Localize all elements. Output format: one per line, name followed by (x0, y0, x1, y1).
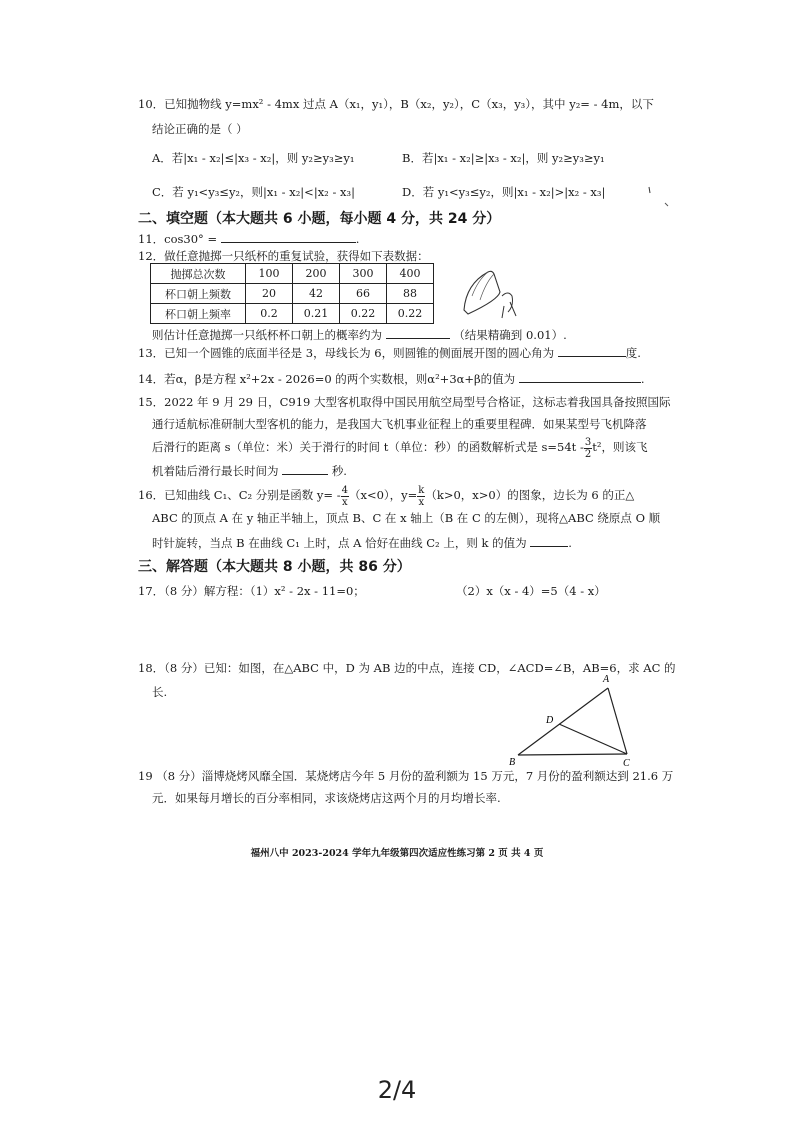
q13-text: 13．已知一个圆锥的底面半径是 3，母线长为 6，则圆锥的侧面展开图的圆心角为 度. (138, 346, 641, 360)
q16-answer-blank (530, 534, 568, 547)
page-footer: 福州八中 2023-2024 学年九年级第四次适应性练习第 2 页 共 4 页 (250, 848, 544, 859)
q11-answer-blank (221, 230, 356, 243)
table-row (151, 264, 434, 284)
section-2-title: 二、填空题（本大题共 6 小题，每小题 4 分，共 24 分） (138, 211, 501, 227)
q14-text: 14．若α，β是方程 x²+2x - 2026=0 的两个实数根，则α²+3α+β的值为 . (138, 372, 645, 386)
frequency-table (150, 263, 434, 324)
q14-answer-blank (519, 370, 641, 383)
table-row (151, 304, 434, 324)
q11-label: 11．cos30° = (138, 232, 218, 246)
table-cell: 42 (293, 284, 340, 304)
table-row-label: 抛掷总次数 (151, 264, 246, 284)
q12-answer-blank (386, 326, 450, 339)
q17-part2: （2）x（x - 4）=5（4 - x） (456, 584, 606, 598)
table-cell: 0.22 (387, 304, 434, 324)
table-row-label: 杯口朝上频数 (151, 284, 246, 304)
vertex-label-d: D (546, 715, 554, 726)
triangle-diagram (505, 668, 655, 768)
q16-line3: 时针旋转，当点 B 在曲线 C₁ 上时，点 A 恰好在曲线 C₂ 上，则 k 的值为 . (152, 536, 572, 550)
q15-line3: 后滑行的距离 s（单位：米）关于滑行的时间 t（单位：秒）的函数解析式是 s=54t - $\frac{3}{2}$ t²，则该飞 (152, 436, 648, 460)
q12-prompt: 则估计任意抛掷一只纸杯杯口朝上的概率约为 (152, 328, 382, 342)
paper-cup-icon (458, 266, 528, 326)
q10-option-a: A．若|x₁ - x₂|≤|x₃ - x₂|，则 y₂≥y₃≥y₁ (152, 151, 355, 165)
table-cell: 0.22 (340, 304, 387, 324)
q19-line1: 19 （8 分）淄博烧烤风靡全国．某烧烤店今年 5 月份的盈利额为 15 万元，7 月份的盈利额达到 21.6 万 (138, 769, 674, 783)
table-cell: 0.21 (293, 304, 340, 324)
q15-line4: 机着陆后滑行最长时间为 秒. (152, 464, 347, 478)
q10-option-d: D．若 y₁<y₃≤y₂，则|x₁ - x₂|>|x₂ - x₃| (402, 185, 606, 199)
table-cell: 88 (387, 284, 434, 304)
q11-text: 11．cos30° = . (138, 232, 360, 246)
table-cell: 400 (387, 264, 434, 284)
table-row (151, 284, 434, 304)
q19-line2: 元．如果每月增长的百分率相同，求该烧烤店这两个月的月均增长率. (152, 791, 501, 805)
q12-after (152, 326, 567, 343)
q10-option-c: C．若 y₁<y₃≤y₂，则|x₁ - x₂|<|x₂ - x₃| (152, 185, 355, 199)
page-indicator: 2/4 (377, 1076, 417, 1104)
table-cell: 100 (246, 264, 293, 284)
q16-line2: ABC 的顶点 A 在 y 轴正半轴上，顶点 B、C 在 x 轴上（B 在 C 的左侧），现将△ABC 绕原点 O 顺 (152, 511, 661, 525)
q16-line1: 16．已知曲线 C₁、C₂ 分别是函数 y= - $\frac{4}{x}$ （x<0），y= $\frac{k}{x}$ （k>0，x>0）的图象，边长为 6 的正△ (138, 484, 635, 508)
vertex-label-c: C (623, 758, 630, 769)
pen-mark-icon (645, 185, 675, 215)
section-3-title: 三、解答题（本大题共 8 小题，共 86 分） (138, 559, 411, 575)
table-cell: 20 (246, 284, 293, 304)
q18-line1: 18．（8 分）已知：如图，在△ABC 中，D 为 AB 边的中点，连接 CD，∠ACD=∠B，AB=6，求 AC 的 (138, 661, 676, 675)
q14-label: 14．若α，β是方程 x²+2x - 2026=0 的两个实数根，则α²+3α+β的值为 (138, 372, 516, 386)
table-cell: 300 (340, 264, 387, 284)
q13-label: 13．已知一个圆锥的底面半径是 3，母线长为 6，则圆锥的侧面展开图的圆心角为 (138, 346, 555, 360)
q17-part1: 17．（8 分）解方程：（1）x² - 2x - 11=0； (138, 584, 365, 598)
q10-option-b: B．若|x₁ - x₂|≥|x₃ - x₂|，则 y₂≥y₃≥y₁ (402, 151, 605, 165)
q15-line1: 15．2022 年 9 月 29 日，C919 大型客机取得中国民用航空局型号合格证，这标志着我国具备按照国际 (138, 395, 671, 409)
q10-stem-line2: 结论正确的是（ ） (152, 122, 248, 136)
q18-line2: 长. (152, 685, 168, 699)
q15-formula: s=54t - $\frac{3}{2}$ t² (541, 436, 602, 460)
table-cell: 66 (340, 284, 387, 304)
q10-stem-line1: 10．已知抛物线 y=mx² - 4mx 过点 A（x₁，y₁），B（x₂，y₂），C（x₃，y₃），其中 y₂= - 4m，以下 (138, 97, 654, 111)
q12-text: 12．做任意抛掷一只纸杯的重复试验，获得如下表数据： (138, 249, 429, 263)
table-cell: 200 (293, 264, 340, 284)
table-cell: 0.2 (246, 304, 293, 324)
q12-precision-note: （结果精确到 0.01）. (453, 328, 567, 342)
q15-line2: 通行适航标准研制大型客机的能力，是我国大飞机事业征程上的重要里程碑．如果某型号飞机降落 (152, 417, 647, 431)
vertex-label-b: B (509, 757, 516, 768)
q13-answer-blank (558, 344, 626, 357)
table-row-label: 杯口朝上频率 (151, 304, 246, 324)
vertex-label-a: A (603, 674, 610, 685)
q15-answer-blank (282, 462, 328, 475)
